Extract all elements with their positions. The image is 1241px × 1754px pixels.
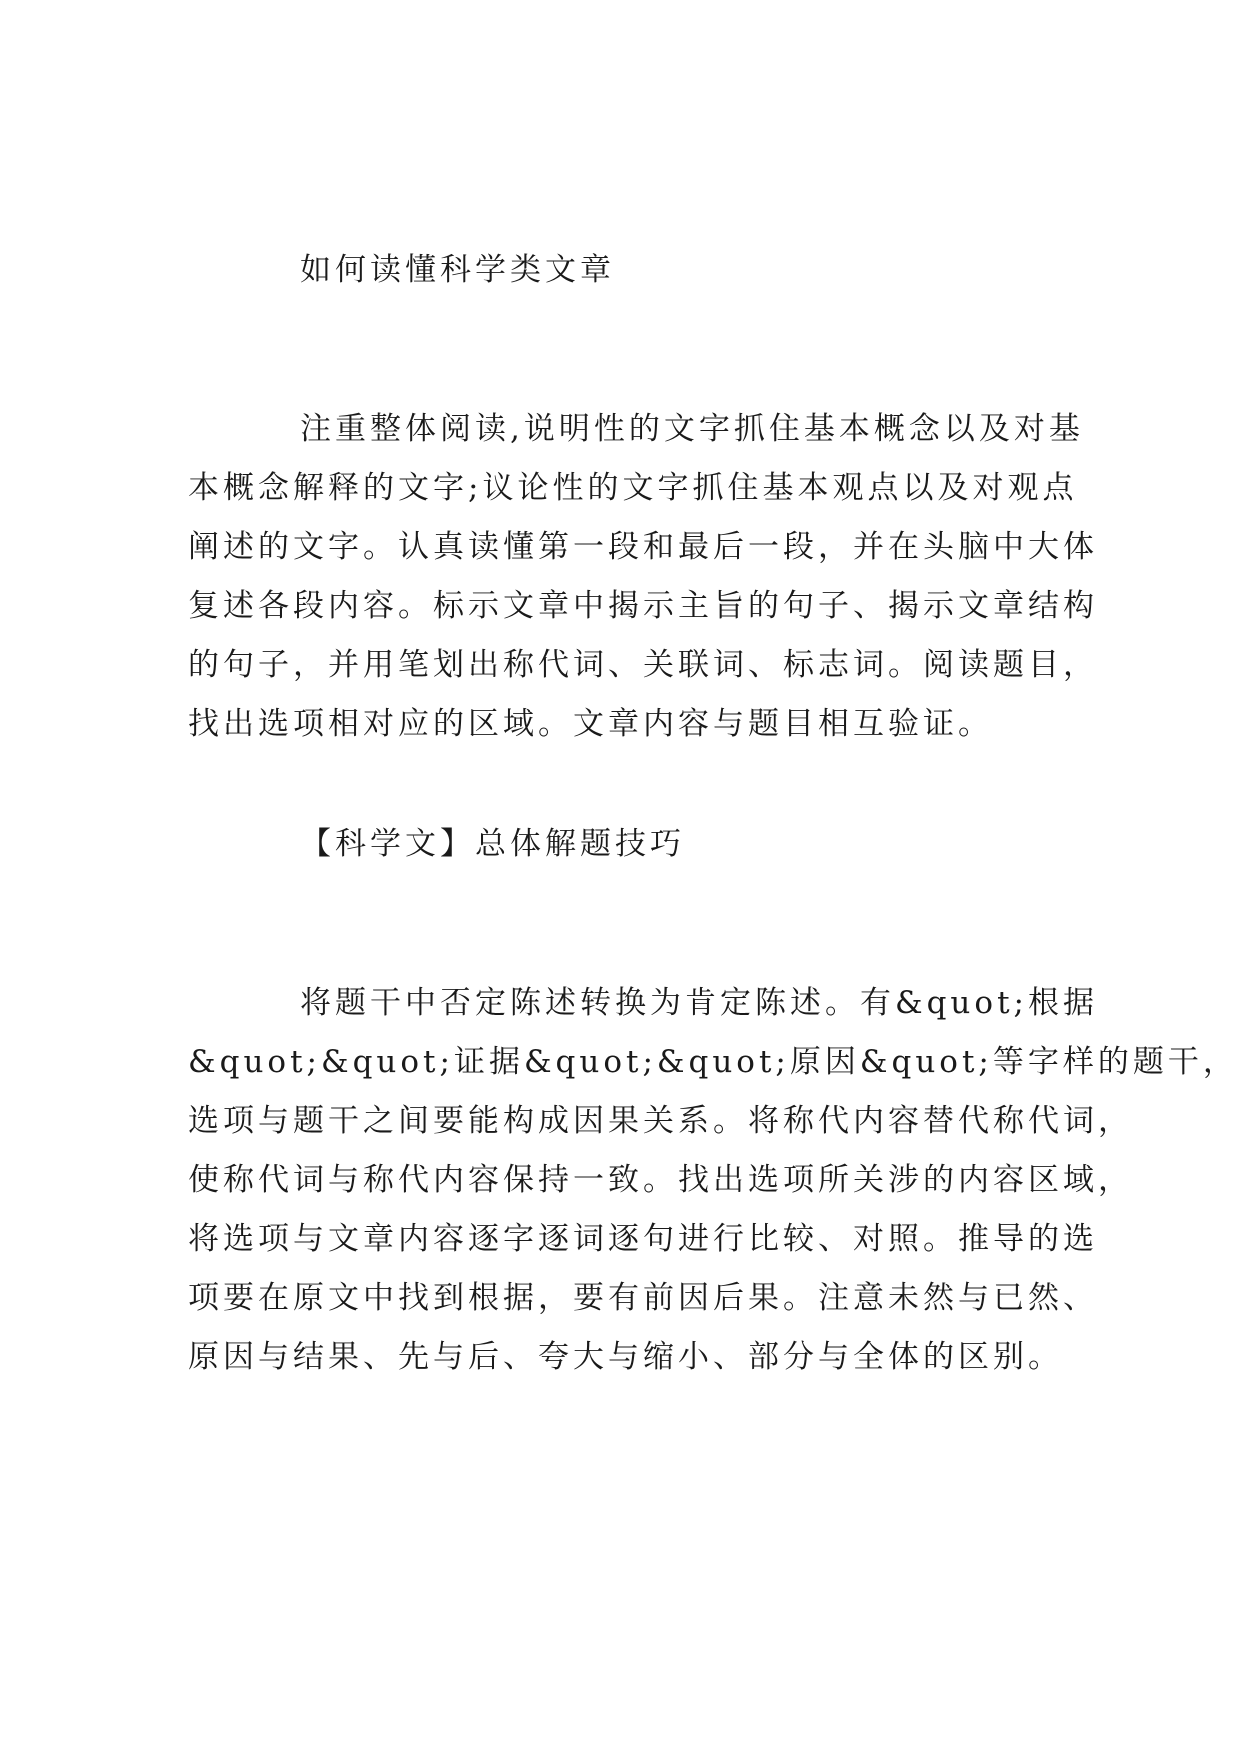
paragraph-1-line: 的句子，并用笔划出称代词、关联词、标志词。阅读题目， [188, 647, 1098, 683]
paragraph-1-line: 复述各段内容。标示文章中揭示主旨的句子、揭示文章结构 [188, 588, 1098, 624]
paragraph-1-line: 阐述的文字。认真读懂第一段和最后一段，并在头脑中大体 [188, 529, 1098, 565]
paragraph-2 [188, 974, 1238, 1387]
paragraph-2-line: 项要在原文中找到根据，要有前因后果。注意未然与已然、 [188, 1280, 1098, 1316]
paragraph-1-line: 找出选项相对应的区域。文章内容与题目相互验证。 [188, 706, 993, 742]
paragraph-1 [188, 400, 1098, 754]
section-heading-text: 【科学文】总体解题技巧 [300, 826, 685, 862]
paragraph-2-line: 将题干中否定陈述转换为肯定陈述。有&quot;根据 [300, 985, 1098, 1021]
paragraph-1-line: 本概念解释的文字;议论性的文字抓住基本观点以及对观点 [188, 470, 1078, 506]
paragraph-1-line: 注重整体阅读,说明性的文字抓住基本概念以及对基 [300, 411, 1084, 447]
paragraph-2-line: 将选项与文章内容逐字逐词逐句进行比较、对照。推导的选 [188, 1221, 1098, 1257]
section-heading [188, 822, 1068, 866]
document-title-text: 如何读懂科学类文章 [300, 252, 615, 288]
paragraph-2-line: &quot;&quot;证据&quot;&quot;原因&quot;等字样的题干， [188, 1044, 1238, 1080]
paragraph-2-line: 原因与结果、先与后、夸大与缩小、部分与全体的区别。 [188, 1339, 1063, 1375]
paragraph-2-line: 使称代词与称代内容保持一致。找出选项所关涉的内容区域， [188, 1162, 1133, 1198]
document-title [188, 248, 1068, 292]
paragraph-2-line: 选项与题干之间要能构成因果关系。将称代内容替代称代词， [188, 1103, 1133, 1139]
